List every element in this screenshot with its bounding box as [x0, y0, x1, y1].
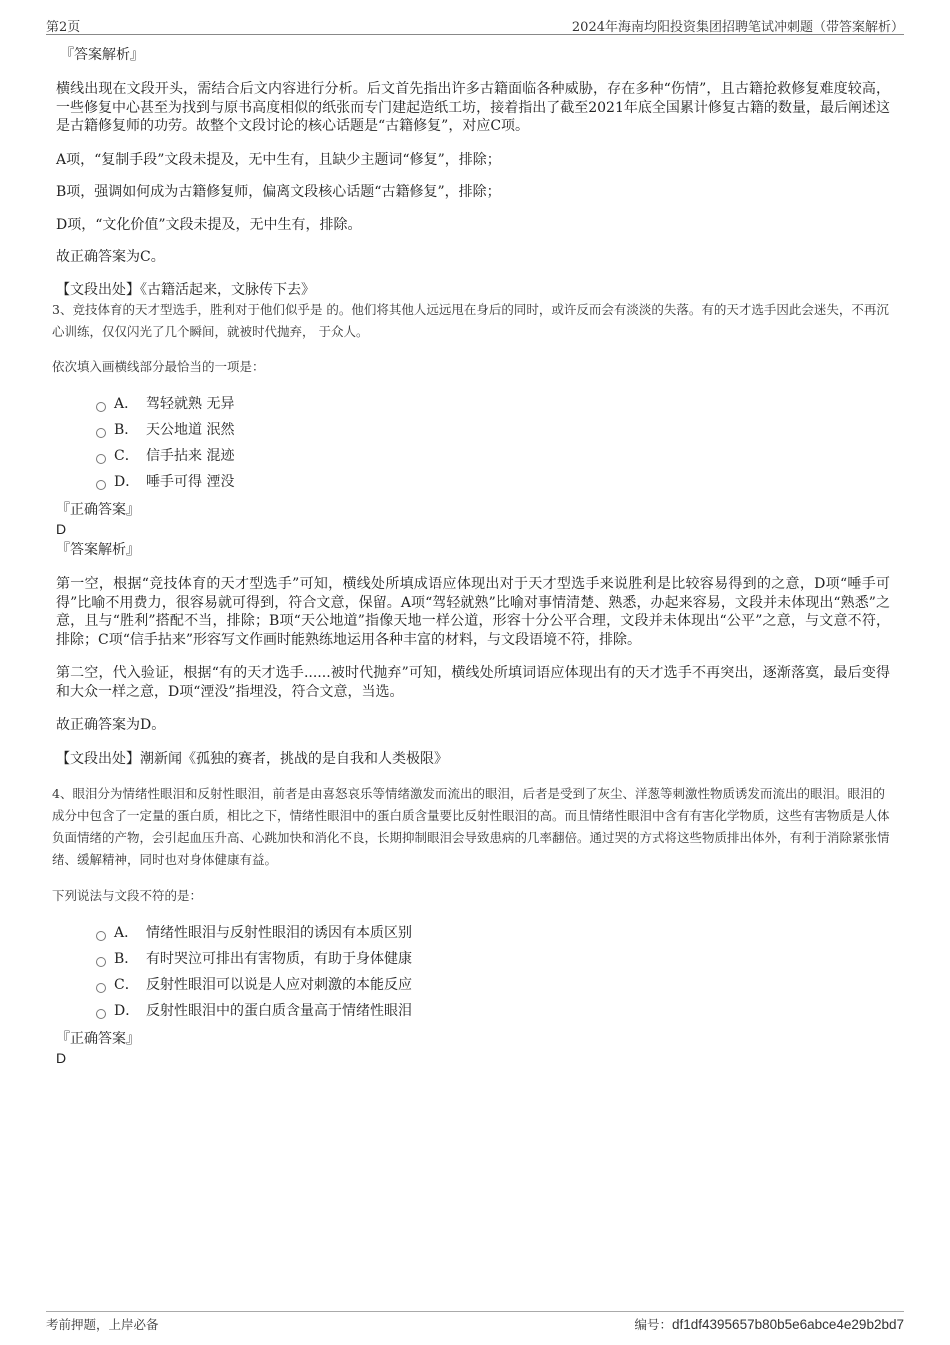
- radio-icon[interactable]: [96, 480, 106, 490]
- radio-icon[interactable]: [96, 402, 106, 412]
- answer-conclusion: 故正确答案为C。: [56, 249, 165, 265]
- question-prompt: 依次填入画横线部分最恰当的一项是：: [52, 359, 265, 374]
- page-number: 第2页: [46, 20, 81, 35]
- analysis-tag: 『答案解析』: [60, 47, 144, 63]
- footer-slogan: 考前押题，上岸必备: [46, 1317, 159, 1332]
- question-stem: 4、眼泪分为情绪性眼泪和反射性眼泪，前者是由喜怒哀乐等情绪激发而流出的眼泪，后者是受到了灰尘、洋葱等刺激性物质诱发而流出的眼泪。眼泪的成分中包含了一定量的蛋白质，相比之下，情绪性眼泪中的蛋白质含量要比反射性眼泪的高。而且情绪性眼泪中含有有害化学物质，这些有害物质是人体负面情绪的产物，会引起血压升高、心跳加快和消化不良，长期抑制眼泪会导致患病的几率翻倍。通过哭的方式将这些物质排出体外，有利于消除紧张情绪、缓解精神，同时也对身体健康有益。: [52, 786, 890, 867]
- question-prompt: 下列说法与文段不符的是：: [52, 888, 203, 903]
- code-label: 编号：: [634, 1317, 672, 1332]
- analysis-paragraph: B项，强调如何成为古籍修复师，偏离文段核心话题“古籍修复”，排除；: [56, 184, 501, 200]
- analysis-paragraph: 横线出现在文段开头，需结合后文内容进行分析。后文首先指出许多古籍面临各种威胁，存在多种“伤情”，且古籍抢救修复难度较高，一些修复中心甚至为找到与原书高度相似的纸张而专门建起造纸工坊，接着指出了截至2021年底全国累计修复古籍的数量，最后阐述这是古籍修复师的功劳。故整个文段讨论的核心话题是“古籍修复”，对应C项。: [56, 81, 890, 134]
- option-a[interactable]: A． 驾轻就熟 无异: [96, 391, 890, 417]
- correct-answer-tag: 『正确答案』: [56, 1031, 140, 1047]
- correct-answer-tag: 『正确答案』: [56, 502, 140, 518]
- radio-icon[interactable]: [96, 454, 106, 464]
- page-footer: [46, 1311, 904, 1334]
- radio-icon[interactable]: [96, 983, 106, 993]
- option-d[interactable]: D． 反射性眼泪中的蛋白质含量高于情绪性眼泪: [96, 998, 890, 1024]
- option-b[interactable]: B． 天公地道 泯然: [96, 417, 890, 443]
- radio-icon[interactable]: [96, 957, 106, 967]
- analysis-tag: 『答案解析』: [56, 542, 140, 558]
- option-c[interactable]: C． 反射性眼泪可以说是人应对刺激的本能反应: [96, 972, 890, 998]
- document-title: 2024年海南均阳投资集团招聘笔试冲刺题（带答案解析）: [571, 20, 904, 35]
- option-a[interactable]: A． 情绪性眼泪与反射性眼泪的诱因有本质区别: [96, 920, 890, 946]
- option-list: [56, 920, 890, 1024]
- document-code: [634, 1315, 904, 1333]
- analysis-paragraph: 第一空，根据“竞技体育的天才型选手”可知，横线处所填成语应体现出对于天才型选手来说胜利是比较容易得到的之意，D项“唾手可得”比喻不用费力，很容易就可得到，符合文意，保留。A项“驾轻就熟”比喻对事情清楚、熟悉，办起来容易，文段并未体现出“熟悉”之意，且与“胜利”搭配不当，排除；B项“天公地道”指像天地一样公道，形容十分公平合理，文段并未体现出“公平”之意，与文意不符，排除；C项“信手拈来”形容写文作画时能熟练地运用各种丰富的材料，与文段语境不符，排除。: [56, 576, 890, 648]
- option-b[interactable]: B． 有时哭泣可排出有害物质，有助于身体健康: [96, 946, 890, 972]
- analysis-paragraph: D项，“文化价值”文段未提及，无中生有，排除。: [56, 216, 362, 233]
- analysis-paragraph: A项，“复制手段”文段未提及，无中生有，且缺少主题词“修复”，排除；: [56, 151, 501, 168]
- page-header: [46, 14, 904, 35]
- question-stem: 3、竞技体育的天才型选手，胜利对于他们似乎是 的。他们将其他人远远甩在身后的同时，或许反而会有淡淡的失落。有的天才选手因此会迷失，不再沉心训练，仅仅闪光了几个瞬间，就被时代抛弃， 于众人。: [52, 302, 889, 339]
- correct-answer: D: [56, 1050, 67, 1066]
- radio-icon[interactable]: [96, 428, 106, 438]
- option-c[interactable]: C． 信手拈来 混迹: [96, 443, 890, 469]
- radio-icon[interactable]: [96, 931, 106, 941]
- option-d[interactable]: D． 唾手可得 湮没: [96, 469, 890, 495]
- option-list: [56, 391, 890, 495]
- document-body: [52, 44, 890, 1066]
- correct-answer: D: [56, 521, 67, 537]
- radio-icon[interactable]: [96, 1009, 106, 1019]
- source-citation: 【文段出处】《古籍活起来，文脉传下去》: [56, 281, 315, 298]
- answer-conclusion: 故正确答案为D。: [56, 717, 166, 733]
- code-value: df1df4395657b80b5e6abce4e29b2bd7: [672, 1317, 904, 1332]
- analysis-paragraph: 第二空，代入验证，根据“有的天才选手......被时代抛弃”可知，横线处所填词语应体现出有的天才选手不再突出，逐渐落寞，最后变得和大众一样之意，D项“湮没”指埋没，符合文意，当选。: [56, 665, 890, 700]
- source-citation: 【文段出处】潮新闻《孤独的赛者，挑战的是自我和人类极限》: [56, 750, 448, 767]
